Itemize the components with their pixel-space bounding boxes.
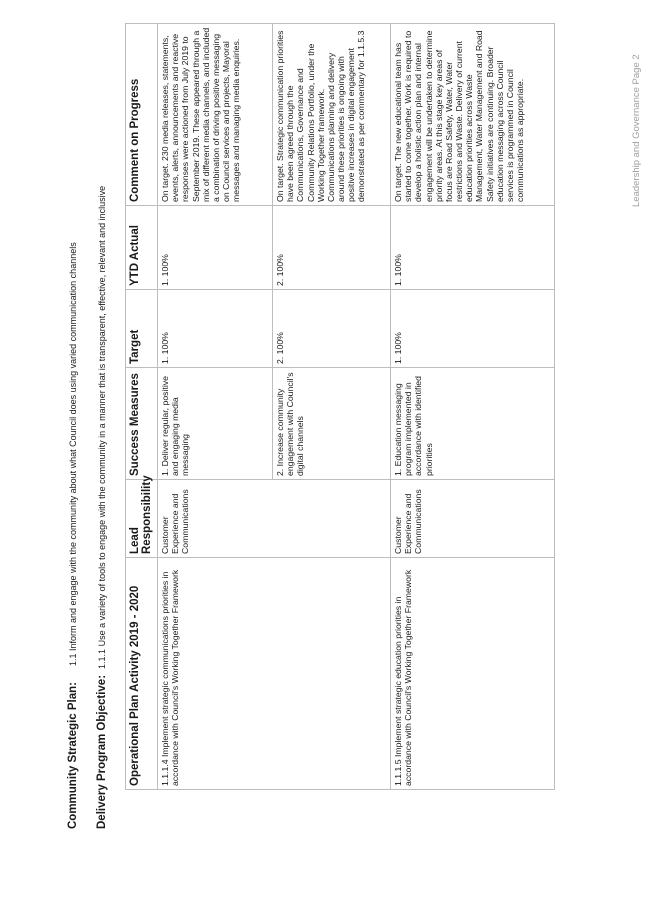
comment-cell: On target. 230 media releases, statements, events, alerts, announcements and reactive responses were actioned from July 2019 to September 2019. These appeared through a mix of different media channels, and included a combination of driving positive messaging on Council services and projects, Mayoral messages and managing media enquiries.	[158, 24, 273, 206]
lead-cell: Customer Experience and Communications	[391, 480, 555, 558]
ytd-actual-cell: 2. 100%	[273, 206, 391, 290]
col-header-activity: Operational Plan Activity 2019 - 2020	[126, 558, 158, 790]
delivery-objective-line	[96, 186, 108, 829]
target-cell: 1. 100%	[158, 290, 273, 368]
strategic-plan-label: Community Strategic Plan:	[67, 682, 79, 829]
delivery-objective-label: Delivery Program Objective:	[96, 674, 108, 829]
comment-cell: On target. Strategic communication priorities have been agreed through the Communications, Governance and Community Relations Portfolio, under the Working Together framework. Communications planning and delivery around these priorities is ongoing with positive increases in digital engagement demonstrated as per commentary for 1.1.5.3	[273, 24, 391, 206]
comment-cell: On target. The new educational team has started to come together. Work is required to develop a holistic action plan and internal engagement will be undertaken to determine priority areas. At this stage key areas of focus are Road Safety, Water, Water restrictions and Waste. Delivery of current education priorities across Waste Management, Water Management and Road Safety initiatives are continuing. Broader education messaging across Council services is programmed in Council communications as appropriate.	[391, 24, 555, 206]
target-cell: 2. 100%	[273, 290, 391, 368]
col-header-ytd: YTD Actual	[126, 206, 158, 290]
delivery-objective-value: 1.1.1 Use a variety of tools to engage with the community in a manner that is transparent, effective, relevant and inclusive	[97, 185, 107, 669]
operational-plan-table	[125, 23, 555, 790]
col-header-comment: Comment on Progress	[126, 24, 158, 206]
page-footer: Leadership and Governance Page 2	[631, 54, 642, 207]
col-header-measures: Success Measures	[126, 368, 158, 480]
measure-cell: 2. Increase community engagement with Council's digital channels	[273, 368, 391, 480]
table-header-row	[126, 24, 158, 790]
table-row	[391, 24, 555, 790]
strategic-plan-line	[67, 242, 79, 829]
col-header-lead: Lead Responsibility	[126, 480, 158, 558]
measure-cell: 1. Education messaging program implemented in accordance with identified priorities	[391, 368, 555, 480]
measure-cell: 1. Deliver regular, positive and engaging media messaging	[158, 368, 273, 480]
activity-cell: 1.1.1.5 Implement strategic education priorities in accordance with Council's Working Together Framework	[391, 558, 555, 790]
table-row	[158, 24, 273, 790]
ytd-actual-cell: 1. 100%	[391, 206, 555, 290]
col-header-target: Target	[126, 290, 158, 368]
activity-cell: 1.1.1.4 Implement strategic communications priorities in accordance with Council's Working Together Framework	[158, 558, 391, 790]
lead-cell: Customer Experience and Communications	[158, 480, 391, 558]
target-cell: 1. 100%	[391, 290, 555, 368]
strategic-plan-value: 1.1 Inform and engage with the community about what Council does using varied communication channels	[68, 242, 78, 667]
ytd-actual-cell: 1. 100%	[158, 206, 273, 290]
